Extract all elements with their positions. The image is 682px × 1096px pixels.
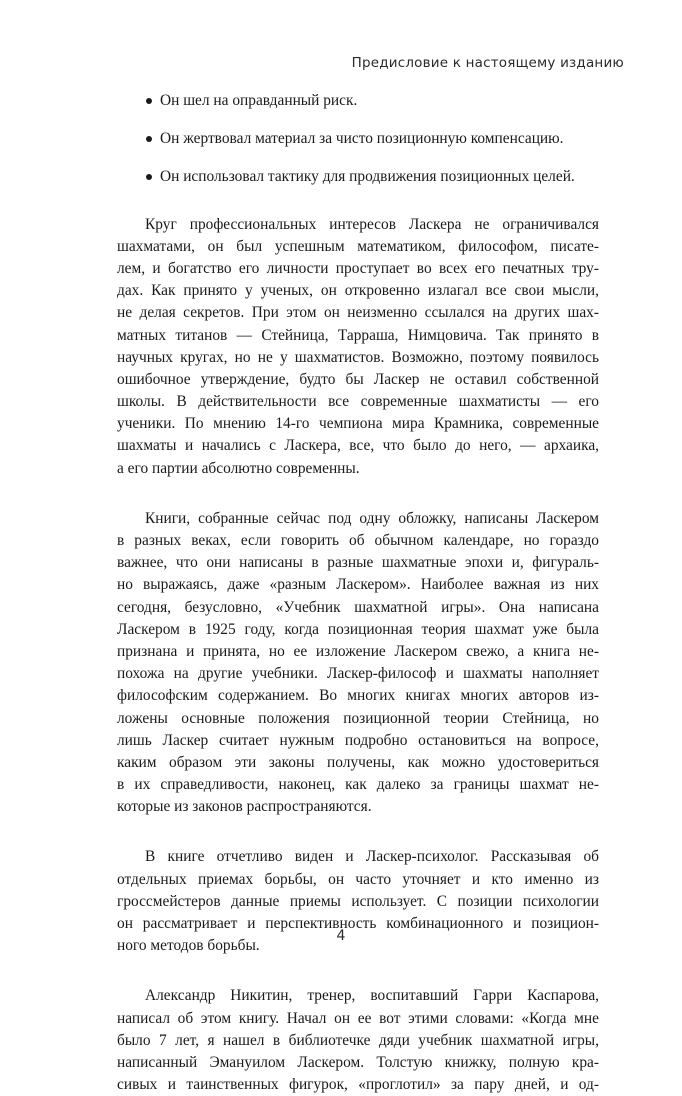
- text-line: шахматы и начались с Ласкера, все, что было до него, — архаика,: [117, 437, 599, 455]
- text-line: школы. В действительности все современные шахматисты — его: [117, 393, 599, 411]
- text-line: В книге отчетливо виден и Ласкер-психолог. Рассказывая об: [145, 848, 599, 866]
- page-number: 4: [336, 928, 346, 944]
- text-line: дах. Как принято у ученых, он откровенно излагал все свои мысли,: [117, 282, 599, 300]
- text-line: ложены основные положения позиционной теории Стейница, но: [117, 709, 599, 727]
- text-line: было 7 лет, я нашел в библиотечке дяди учебник шахматной игры,: [117, 1031, 599, 1049]
- text-line: он рассматривает и перспективность комбинационного и позицион-: [117, 915, 599, 933]
- text-line: сегодня, безусловно, «Учебник шахматной игры». Она написана: [117, 598, 599, 616]
- text-line: Круг профессиональных интересов Ласкера не ограничивался: [145, 215, 599, 233]
- text-line: Александр Никитин, тренер, воспитавший Гарри Каспарова,: [145, 987, 599, 1005]
- text-line: шахматами, он был успешным математиком, философом, писате-: [117, 237, 599, 255]
- text-line: отдельных приемах борьбы, он часто уточняет и кто именно из: [117, 870, 599, 888]
- text-line: написал об этом книгу. Начал он ее вот этими словами: «Когда мне: [117, 1009, 599, 1027]
- text-line: а его партии абсолютно современны.: [117, 459, 360, 477]
- text-line: Ласкером в 1925 году, когда позиционная теория шахмат уже была: [117, 620, 599, 638]
- bullet-item: Он шел на оправданный риск.: [117, 90, 599, 112]
- text-line: ошибочное утверждение, будто бы Ласкер не оставил собственной: [117, 370, 599, 388]
- text-line: похожа на другие учебники. Ласкер-философ и шахматы наполняет: [117, 665, 599, 683]
- paragraph: [117, 985, 599, 1096]
- text-line: но выражаясь, даже «разным Ласкером». Наиболее важная из них: [117, 576, 599, 594]
- text-line: важнее, что они написаны в разные шахматные эпохи и, фигураль-: [117, 554, 599, 572]
- text-line: матных титанов — Стейница, Тарраша, Нимцовича. Так принято в: [117, 326, 599, 344]
- running-header: Предисловие к настоящему изданию: [351, 55, 624, 71]
- text-line: ученики. По мнению 14-го чемпиона мира Крамника, современные: [117, 415, 599, 433]
- text-line: в разных веках, если говорить об обычном календаре, но гораздо: [117, 532, 599, 550]
- page-body: [117, 90, 599, 1096]
- text-line: каким образом эти законы получены, как можно удостовериться: [117, 753, 599, 771]
- bullet-list: [117, 90, 599, 188]
- text-line: ного методов борьбы.: [117, 937, 260, 955]
- paragraph: [117, 214, 599, 480]
- paragraph: [117, 508, 599, 819]
- text-line: Книги, собранные сейчас под одну обложку, написаны Ласкером: [145, 509, 599, 527]
- text-line: написанный Эмануилом Ласкером. Толстую книжку, полную кра-: [117, 1053, 599, 1071]
- text-line: гроссмейстеров данные приемы использует. С позиции психологии: [117, 892, 599, 910]
- bullet-item: Он жертвовал материал за чисто позиционную компенсацию.: [117, 128, 599, 150]
- text-line: признана и принята, но ее изложение Ласкером свежо, а книга не-: [117, 642, 599, 660]
- text-line: лишь Ласкер считает нужным подробно остановиться на вопросе,: [117, 731, 599, 749]
- text-line: которые из законов распространяются.: [117, 798, 372, 816]
- text-line: не делая секретов. При этом он неизменно ссылался на других шах-: [117, 304, 599, 322]
- text-line: сивых и таинственных фигурок, «проглотил» за пару дней, и од-: [117, 1076, 599, 1094]
- text-line: в их справедливости, наконец, как далеко за границы шахмат не-: [117, 776, 599, 794]
- text-line: лем, и богатство его личности проступает во всех его печатных тру-: [117, 259, 599, 277]
- bullet-item: Он использовал тактику для продвижения позиционных целей.: [117, 166, 599, 188]
- text-line: философским содержанием. Во многих книгах многих авторов из-: [117, 687, 599, 705]
- text-line: научных кругах, но не у шахматистов. Возможно, поэтому появилось: [117, 348, 599, 366]
